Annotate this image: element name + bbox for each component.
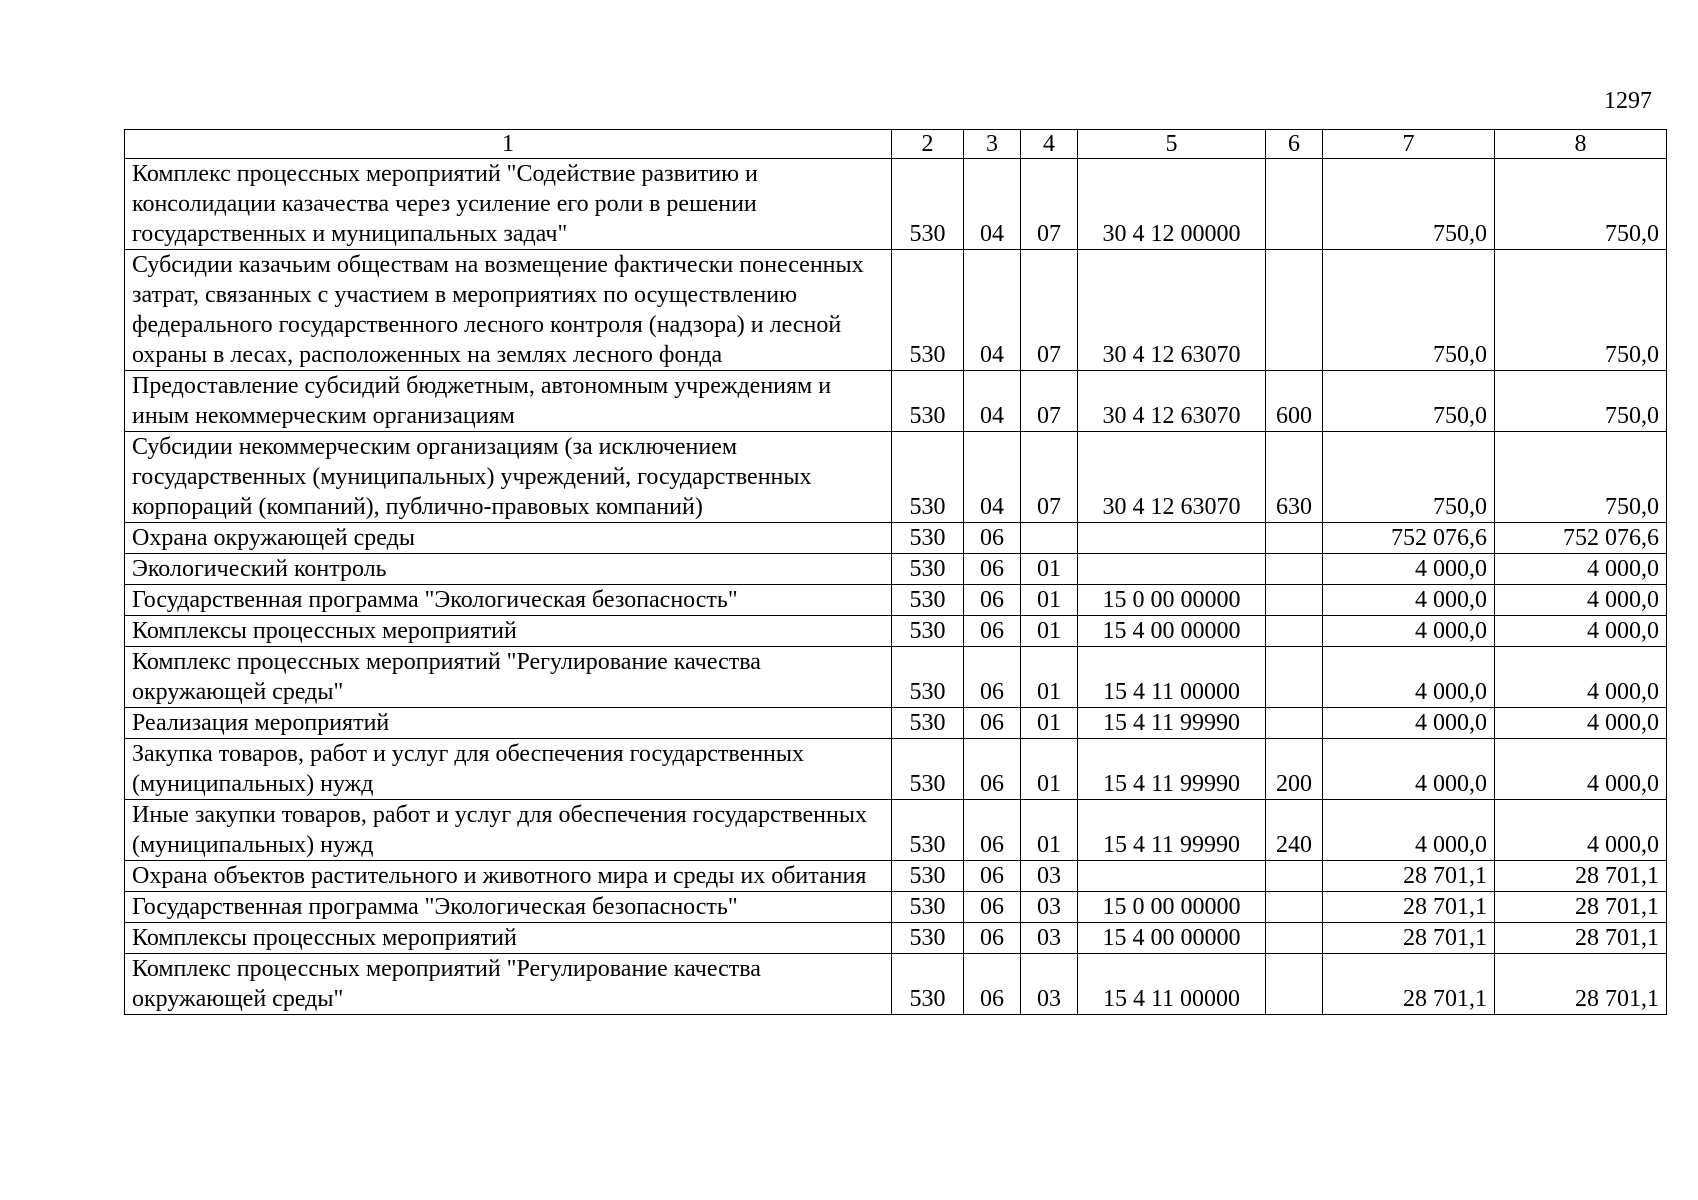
header-cell: 3 xyxy=(964,130,1021,159)
target-article-cell: 15 4 00 00000 xyxy=(1078,923,1266,954)
expense-type-cell: 200 xyxy=(1266,739,1323,800)
expense-type-cell: 240 xyxy=(1266,800,1323,861)
subsection-code-cell: 07 xyxy=(1021,371,1078,432)
table-row xyxy=(125,892,1667,923)
ministry-code-cell: 530 xyxy=(892,250,964,371)
section-code-cell: 04 xyxy=(964,371,1021,432)
target-article-cell: 30 4 12 63070 xyxy=(1078,371,1266,432)
target-article-cell: 15 4 11 00000 xyxy=(1078,647,1266,708)
amount-year2-cell: 28 701,1 xyxy=(1495,954,1667,1015)
item-name-cell: Комплексы процессных мероприятий xyxy=(125,616,892,647)
amount-year2-cell: 4 000,0 xyxy=(1495,800,1667,861)
amount-year1-cell: 4 000,0 xyxy=(1323,554,1495,585)
ministry-code-cell: 530 xyxy=(892,616,964,647)
ministry-code-cell: 530 xyxy=(892,554,964,585)
amount-year1-cell: 752 076,6 xyxy=(1323,523,1495,554)
ministry-code-cell: 530 xyxy=(892,708,964,739)
amount-year1-cell: 4 000,0 xyxy=(1323,585,1495,616)
item-name-cell: Комплексы процессных мероприятий xyxy=(125,923,892,954)
amount-year2-cell: 750,0 xyxy=(1495,371,1667,432)
table-row xyxy=(125,923,1667,954)
table-row xyxy=(125,954,1667,1015)
amount-year1-cell: 750,0 xyxy=(1323,432,1495,523)
subsection-code-cell: 03 xyxy=(1021,861,1078,892)
table-row xyxy=(125,647,1667,708)
target-article-cell xyxy=(1078,861,1266,892)
subsection-code-cell: 07 xyxy=(1021,250,1078,371)
target-article-cell: 30 4 12 00000 xyxy=(1078,159,1266,250)
section-code-cell: 04 xyxy=(964,250,1021,371)
table-row xyxy=(125,708,1667,739)
item-name-cell: Комплекс процессных мероприятий "Регулирование качества окружающей среды" xyxy=(125,647,892,708)
item-name-cell: Реализация мероприятий xyxy=(125,708,892,739)
expense-type-cell: 600 xyxy=(1266,371,1323,432)
amount-year2-cell: 750,0 xyxy=(1495,250,1667,371)
target-article-cell: 15 4 00 00000 xyxy=(1078,616,1266,647)
expense-type-cell xyxy=(1266,954,1323,1015)
target-article-cell: 30 4 12 63070 xyxy=(1078,250,1266,371)
header-cell: 2 xyxy=(892,130,964,159)
table-row xyxy=(125,523,1667,554)
target-article-cell xyxy=(1078,554,1266,585)
expense-type-cell xyxy=(1266,585,1323,616)
expense-type-cell xyxy=(1266,523,1323,554)
header-cell: 1 xyxy=(125,130,892,159)
table-row xyxy=(125,800,1667,861)
item-name-cell: Иные закупки товаров, работ и услуг для обеспечения государственных (муниципальных) нужд xyxy=(125,800,892,861)
header-cell: 7 xyxy=(1323,130,1495,159)
target-article-cell: 15 4 11 99990 xyxy=(1078,708,1266,739)
ministry-code-cell: 530 xyxy=(892,159,964,250)
target-article-cell: 15 4 11 99990 xyxy=(1078,800,1266,861)
subsection-code-cell: 07 xyxy=(1021,432,1078,523)
section-code-cell: 06 xyxy=(964,523,1021,554)
amount-year1-cell: 28 701,1 xyxy=(1323,892,1495,923)
subsection-code-cell: 01 xyxy=(1021,585,1078,616)
expense-type-cell xyxy=(1266,892,1323,923)
ministry-code-cell: 530 xyxy=(892,523,964,554)
ministry-code-cell: 530 xyxy=(892,892,964,923)
table-row xyxy=(125,159,1667,250)
target-article-cell: 30 4 12 63070 xyxy=(1078,432,1266,523)
ministry-code-cell: 530 xyxy=(892,954,964,1015)
expense-type-cell xyxy=(1266,861,1323,892)
header-cell: 4 xyxy=(1021,130,1078,159)
subsection-code-cell xyxy=(1021,523,1078,554)
page-number: 1297 xyxy=(1604,88,1652,114)
ministry-code-cell: 530 xyxy=(892,923,964,954)
item-name-cell: Предоставление субсидий бюджетным, автономным учреждениям и иным некоммерческим организациям xyxy=(125,371,892,432)
expense-type-cell xyxy=(1266,647,1323,708)
target-article-cell: 15 0 00 00000 xyxy=(1078,892,1266,923)
section-code-cell: 06 xyxy=(964,647,1021,708)
amount-year1-cell: 4 000,0 xyxy=(1323,800,1495,861)
expense-type-cell xyxy=(1266,159,1323,250)
amount-year2-cell: 4 000,0 xyxy=(1495,708,1667,739)
amount-year2-cell: 28 701,1 xyxy=(1495,923,1667,954)
section-code-cell: 04 xyxy=(964,432,1021,523)
section-code-cell: 06 xyxy=(964,892,1021,923)
amount-year1-cell: 4 000,0 xyxy=(1323,739,1495,800)
header-cell: 6 xyxy=(1266,130,1323,159)
table-row xyxy=(125,585,1667,616)
subsection-code-cell: 01 xyxy=(1021,800,1078,861)
ministry-code-cell: 530 xyxy=(892,800,964,861)
expense-type-cell: 630 xyxy=(1266,432,1323,523)
section-code-cell: 06 xyxy=(964,800,1021,861)
table-row xyxy=(125,616,1667,647)
expense-type-cell xyxy=(1266,708,1323,739)
subsection-code-cell: 01 xyxy=(1021,616,1078,647)
amount-year2-cell: 28 701,1 xyxy=(1495,861,1667,892)
section-code-cell: 06 xyxy=(964,739,1021,800)
amount-year1-cell: 750,0 xyxy=(1323,371,1495,432)
section-code-cell: 04 xyxy=(964,159,1021,250)
amount-year1-cell: 750,0 xyxy=(1323,250,1495,371)
subsection-code-cell: 07 xyxy=(1021,159,1078,250)
target-article-cell xyxy=(1078,523,1266,554)
expense-type-cell xyxy=(1266,616,1323,647)
ministry-code-cell: 530 xyxy=(892,647,964,708)
table-row xyxy=(125,250,1667,371)
amount-year2-cell: 4 000,0 xyxy=(1495,739,1667,800)
amount-year2-cell: 4 000,0 xyxy=(1495,616,1667,647)
amount-year2-cell: 4 000,0 xyxy=(1495,647,1667,708)
section-code-cell: 06 xyxy=(964,616,1021,647)
section-code-cell: 06 xyxy=(964,708,1021,739)
subsection-code-cell: 03 xyxy=(1021,954,1078,1015)
budget-table xyxy=(124,129,1667,1015)
ministry-code-cell: 530 xyxy=(892,861,964,892)
amount-year1-cell: 750,0 xyxy=(1323,159,1495,250)
target-article-cell: 15 4 11 99990 xyxy=(1078,739,1266,800)
item-name-cell: Субсидии казачьим обществам на возмещение фактически понесенных затрат, связанных с участием в мероприятиях по осуществлению федерального государственного лесного контроля (надзора) и лесной охраны в лесах, расположенных на землях лесного фонда xyxy=(125,250,892,371)
item-name-cell: Охрана окружающей среды xyxy=(125,523,892,554)
target-article-cell: 15 4 11 00000 xyxy=(1078,954,1266,1015)
amount-year1-cell: 28 701,1 xyxy=(1323,954,1495,1015)
ministry-code-cell: 530 xyxy=(892,739,964,800)
subsection-code-cell: 01 xyxy=(1021,554,1078,585)
amount-year2-cell: 4 000,0 xyxy=(1495,554,1667,585)
expense-type-cell xyxy=(1266,923,1323,954)
amount-year2-cell: 752 076,6 xyxy=(1495,523,1667,554)
table-row xyxy=(125,371,1667,432)
ministry-code-cell: 530 xyxy=(892,371,964,432)
subsection-code-cell: 01 xyxy=(1021,739,1078,800)
amount-year1-cell: 4 000,0 xyxy=(1323,616,1495,647)
table-row xyxy=(125,861,1667,892)
amount-year1-cell: 28 701,1 xyxy=(1323,923,1495,954)
section-code-cell: 06 xyxy=(964,923,1021,954)
ministry-code-cell: 530 xyxy=(892,432,964,523)
subsection-code-cell: 03 xyxy=(1021,923,1078,954)
expense-type-cell xyxy=(1266,250,1323,371)
expense-type-cell xyxy=(1266,554,1323,585)
target-article-cell: 15 0 00 00000 xyxy=(1078,585,1266,616)
item-name-cell: Комплекс процессных мероприятий "Регулирование качества окружающей среды" xyxy=(125,954,892,1015)
amount-year2-cell: 28 701,1 xyxy=(1495,892,1667,923)
subsection-code-cell: 01 xyxy=(1021,708,1078,739)
subsection-code-cell: 01 xyxy=(1021,647,1078,708)
table-row xyxy=(125,432,1667,523)
amount-year1-cell: 4 000,0 xyxy=(1323,708,1495,739)
table-row xyxy=(125,554,1667,585)
item-name-cell: Комплекс процессных мероприятий "Содействие развитию и консолидации казачества через усиление его роли в решении государственных и муниципальных задач" xyxy=(125,159,892,250)
item-name-cell: Экологический контроль xyxy=(125,554,892,585)
header-cell: 5 xyxy=(1078,130,1266,159)
amount-year2-cell: 750,0 xyxy=(1495,159,1667,250)
section-code-cell: 06 xyxy=(964,585,1021,616)
table-row xyxy=(125,739,1667,800)
amount-year2-cell: 4 000,0 xyxy=(1495,585,1667,616)
subsection-code-cell: 03 xyxy=(1021,892,1078,923)
header-cell: 8 xyxy=(1495,130,1667,159)
ministry-code-cell: 530 xyxy=(892,585,964,616)
item-name-cell: Государственная программа "Экологическая безопасность" xyxy=(125,892,892,923)
item-name-cell: Субсидии некоммерческим организациям (за исключением государственных (муниципальных) учреждений, государственных корпораций (компаний), публично-правовых компаний) xyxy=(125,432,892,523)
amount-year2-cell: 750,0 xyxy=(1495,432,1667,523)
amount-year1-cell: 28 701,1 xyxy=(1323,861,1495,892)
header-row xyxy=(125,130,1667,159)
section-code-cell: 06 xyxy=(964,954,1021,1015)
amount-year1-cell: 4 000,0 xyxy=(1323,647,1495,708)
item-name-cell: Государственная программа "Экологическая безопасность" xyxy=(125,585,892,616)
section-code-cell: 06 xyxy=(964,861,1021,892)
item-name-cell: Закупка товаров, работ и услуг для обеспечения государственных (муниципальных) нужд xyxy=(125,739,892,800)
section-code-cell: 06 xyxy=(964,554,1021,585)
item-name-cell: Охрана объектов растительного и животного мира и среды их обитания xyxy=(125,861,892,892)
